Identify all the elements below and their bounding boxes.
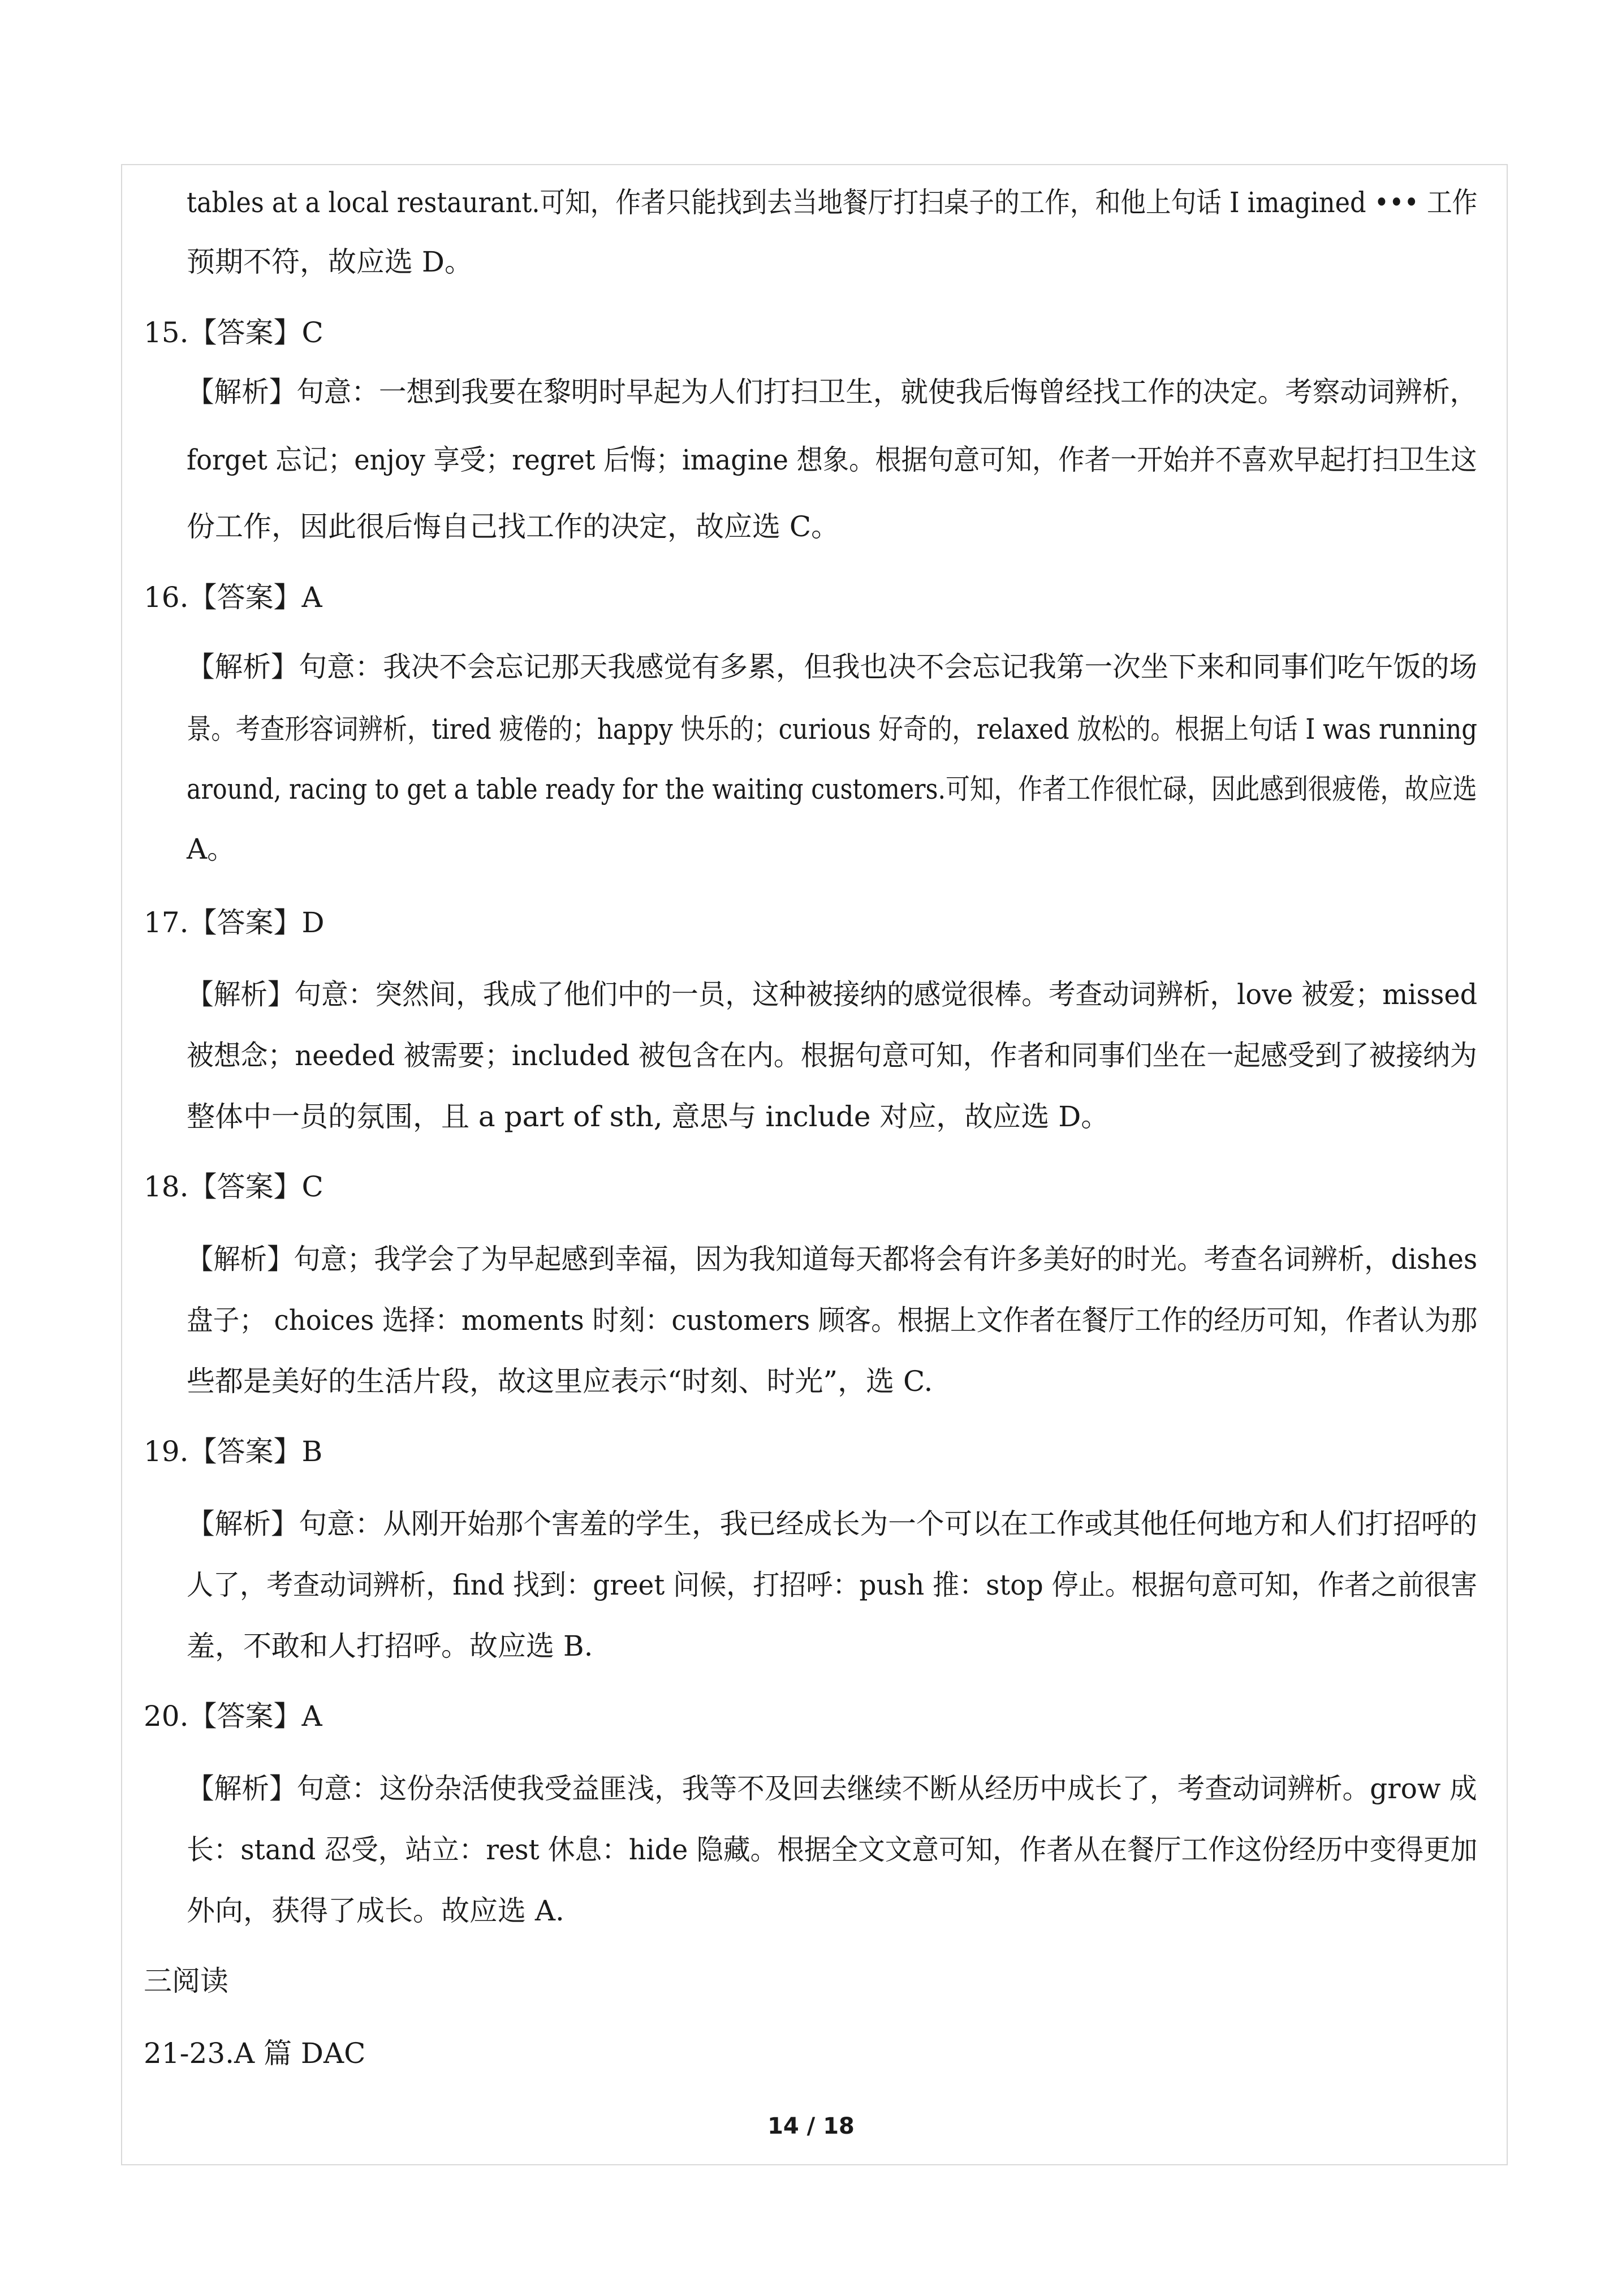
answer-heading-21-23: 21-23.A 篇 DAC [144, 2037, 366, 2070]
text-line: 预期不符，故应选 D。 [187, 245, 473, 278]
text-line: forget 忘记；enjoy 享受；regret 后悔；imagine 想象。根据句意可知，作者一开始并不喜欢早起打扫卫生这 [187, 443, 1477, 476]
analysis-19: 【解析】句意：从刚开始那个害羞的学生，我已经成长为一个可以在工作或其他任何地方和人们打招呼的 [187, 1507, 1478, 1540]
text-line: 外向，获得了成长。故应选 A. [187, 1894, 564, 1927]
section-heading: 三阅读 [144, 1965, 228, 1997]
text-line: 人了，考查动词辨析，find 找到：greet 问候，打招呼：push 推：stop 停止。根据句意可知，作者之前很害 [187, 1569, 1478, 1601]
text-line: 整体中一员的氛围，且 a part of sth, 意思与 include 对应，故应选 D。 [187, 1100, 1110, 1133]
text-line: around, racing to get a table ready for the waiting customers.可知，作者工作很忙碌，因此感到很疲倦，故应选 [187, 773, 1477, 805]
answer-heading-16: 16.【答案】A [144, 581, 322, 614]
text-line: 盘子； choices 选择：moments 时刻：customers 顾客。根据上文作者在餐厅工作的经历可知，作者认为那 [187, 1304, 1478, 1337]
page-number: 14 / 18 [767, 2113, 855, 2139]
analysis-17: 【解析】句意：突然间，我成了他们中的一员，这种被接纳的感觉很棒。考查动词辨析，love 被爱；missed [187, 978, 1478, 1011]
text-line: 份工作，因此很后悔自己找工作的决定，故应选 C。 [187, 510, 840, 543]
analysis-18: 【解析】句意；我学会了为早起感到幸福，因为我知道每天都将会有许多美好的时光。考查名词辨析，dishes [187, 1243, 1478, 1276]
text-line: A。 [187, 833, 236, 865]
answer-heading-15: 15.【答案】C [144, 316, 323, 349]
text-line: 景。考查形容词辨析，tired 疲倦的；happy 快乐的；curious 好奇的，relaxed 放松的。根据上句话 I was running [187, 713, 1478, 746]
answer-heading-20: 20.【答案】A [144, 1700, 322, 1733]
answer-heading-17: 17.【答案】D [144, 906, 325, 939]
text-line: tables at a local restaurant.可知，作者只能找到去当地餐厅打扫桌子的工作，和他上句话 I imagined ••• 工作 [187, 186, 1478, 219]
text-line: 被想念；needed 被需要；included 被包含在内。根据句意可知，作者和同事们坐在一起感受到了被接纳为 [187, 1039, 1477, 1072]
text-line: 些都是美好的生活片段，故这里应表示“时刻、时光”，选 C. [187, 1365, 933, 1398]
text-line: 羞，不敢和人打招呼。故应选 B. [187, 1630, 593, 1662]
answer-heading-19: 19.【答案】B [144, 1435, 323, 1468]
text-line: 长：stand 忍受，站立：rest 休息：hide 隐藏。根据全文文意可知，作者从在餐厅工作这份经历中变得更加 [187, 1833, 1478, 1866]
analysis-16: 【解析】句意：我决不会忘记那天我感觉有多累，但我也决不会忘记我第一次坐下来和同事们吃午饭的场 [187, 651, 1478, 683]
answer-heading-18: 18.【答案】C [144, 1170, 323, 1203]
analysis-20: 【解析】句意：这份杂活使我受益匪浅，我等不及回去继续不断从经历中成长了，考查动词辨析。grow 成 [187, 1772, 1477, 1805]
analysis-15: 【解析】句意：一想到我要在黎明时早起为人们打扫卫生，就使我后悔曾经找工作的决定。考察动词辨析， [187, 376, 1478, 408]
